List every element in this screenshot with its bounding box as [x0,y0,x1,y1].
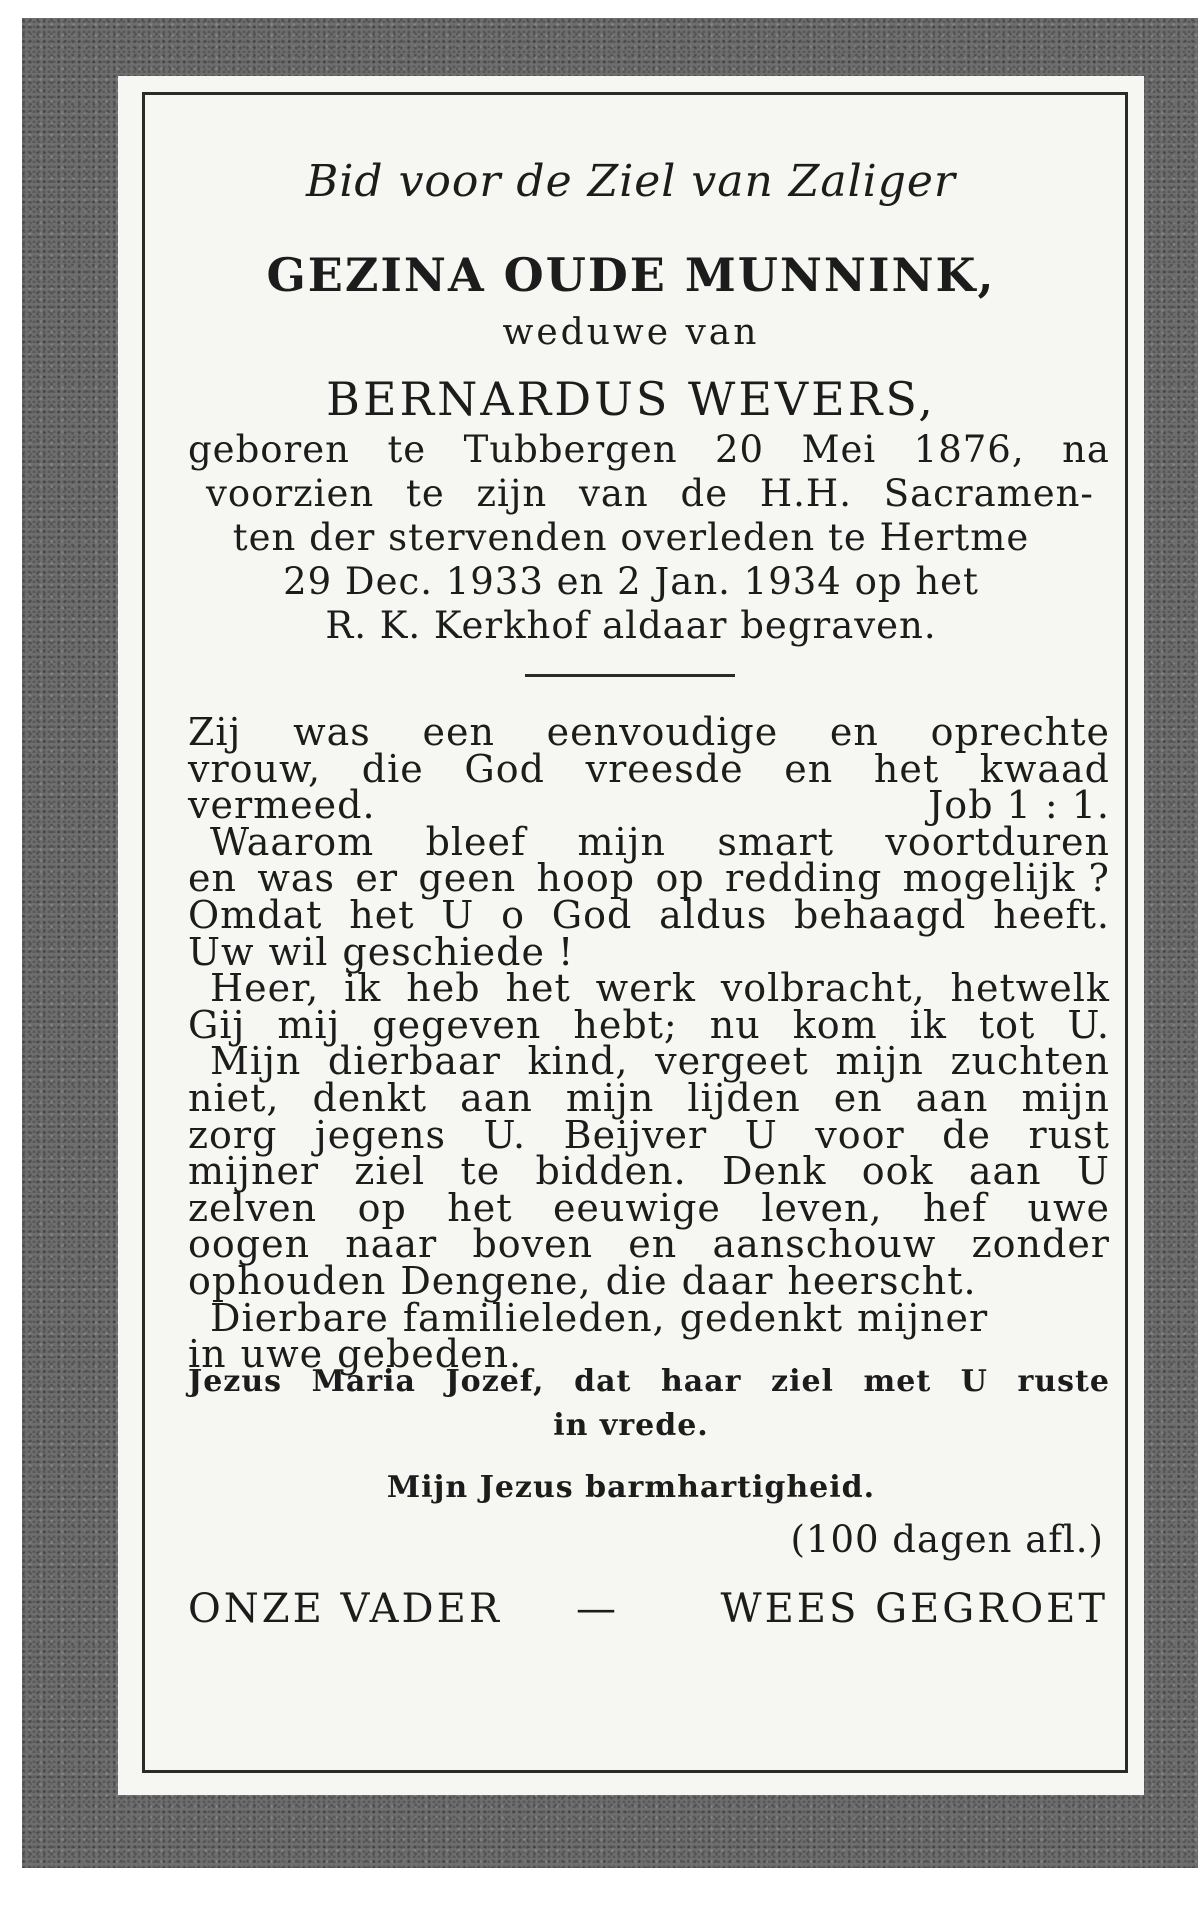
word: hoop [536,856,636,901]
deceased-name: GEZINA OUDE MUNNINK, [266,248,996,302]
word: van [578,472,649,515]
word: een [422,710,495,754]
word: mijn [1021,1076,1110,1120]
word: dat [574,1364,632,1399]
word: gegeven [372,1002,542,1047]
prayer-line-2: in vrede. [553,1408,709,1443]
card-paper [118,76,1144,1795]
word: leven, [761,1185,883,1230]
spouse-name: BERNARDUS WEVERS, [326,372,936,426]
word: geen [418,856,517,901]
prayer-line-1 [118,1364,1144,1399]
word: mogelijk ? [902,856,1110,901]
memorial-card [22,18,1198,1868]
word: die [361,746,424,791]
word: mijn [565,1076,655,1120]
word: U [960,1364,988,1399]
word: bleef [425,819,527,864]
word: U [744,1112,778,1157]
word: aldus [659,893,768,937]
word: jegens [314,1112,446,1157]
word: heerscht. [787,1259,977,1303]
word: behaagd [794,893,967,937]
word: hetwelk [950,966,1110,1011]
word: en [188,856,237,901]
word: en [628,1222,678,1267]
word: lijden [687,1076,801,1120]
word: voorzien [206,472,375,515]
relation-text: weduwe van [502,312,760,353]
word: zuchten [950,1039,1110,1084]
word: aan [915,1076,989,1120]
footer-left: ONZE VADER [188,1586,502,1632]
word: volbracht, [720,966,926,1011]
word: het [873,746,940,791]
footer-dash: — [576,1586,619,1632]
word: geschiede ! [342,929,575,974]
word: er [355,856,399,901]
word: aan [460,1076,533,1120]
word: familieleden, [402,1295,666,1340]
word: Omdat [188,893,323,937]
word: 20 [715,428,765,471]
word: en [829,710,879,754]
word: het [505,966,571,1011]
word: die [605,1259,668,1303]
word: te [387,428,427,471]
bio-line-5: R. K. Kerkhof aldaar begraven. [325,604,937,647]
word: wil [268,929,329,974]
word: uwe [240,1332,324,1377]
word: God [464,746,545,791]
word: Job 1 : 1. [928,783,1110,828]
word: denkt [312,1076,428,1120]
word: oprechte [930,710,1110,754]
word: dierbaar [327,1039,501,1084]
word: Jozef, [445,1364,545,1399]
word: zijn [476,472,548,515]
card-intro: Bid voor de Ziel van Zaliger [306,156,956,207]
word: mijn [835,1039,924,1084]
word: ziel [771,1364,834,1399]
word: zelven [188,1185,318,1230]
word: Mijn [210,1039,302,1084]
word: naar [345,1222,438,1267]
word: Beijver [563,1112,708,1157]
word: Denk [722,1149,827,1194]
indulgence-note: (100 dagen afl.) [790,1518,1104,1561]
word: Maria [311,1364,416,1399]
word: was [257,856,336,901]
word: vrouw, [188,746,322,791]
word: eeuwige [552,1185,721,1230]
bio-line-4: 29 Dec. 1933 en 2 Jan. 1934 op het [283,560,979,603]
word: mijner [188,1149,320,1194]
word: heeft. [993,893,1110,937]
word: het [447,1185,513,1230]
word: mijner [857,1295,989,1340]
word: op [655,856,705,901]
word: hebt; [573,1002,678,1047]
word: met [863,1364,932,1399]
word: Dierbare [210,1295,389,1340]
word: U. [483,1112,527,1157]
word: Sacramen- [883,472,1094,515]
word: Mei [801,428,877,471]
word: te [460,1149,501,1194]
word: zonder [971,1222,1110,1267]
word: vermeed. [188,783,376,828]
word: kind, [527,1039,629,1084]
word: de [680,472,729,515]
word: U. [1067,1002,1110,1047]
word: ik [344,966,382,1011]
word: Uw [188,929,255,974]
word: uwe [1027,1185,1110,1230]
word: ruste [1017,1364,1110,1399]
word: bidden. [535,1149,687,1194]
word: Jezus [188,1364,283,1399]
word: daar [681,1259,774,1303]
prayer-line-3: Mijn Jezus barmhartigheid. [386,1470,876,1505]
word: hef [922,1185,988,1230]
word: zorg [188,1112,278,1157]
word: smart [717,819,834,864]
word: haar [660,1364,742,1399]
word: gedenkt [679,1295,844,1340]
word: te [405,472,445,515]
word: mij [277,1002,341,1047]
word: nu [709,1002,761,1047]
word: aan [968,1149,1042,1194]
word: heb [406,966,481,1011]
word: Waarom [210,819,375,864]
bio-line-3: ten der stervenden overleden te Hertme [232,516,1030,559]
word: 1876, [913,428,1025,471]
word: geboren [188,428,350,471]
word: ook [861,1149,934,1194]
word: God [551,893,633,937]
word: aanschouw [712,1222,937,1267]
word: en [833,1076,883,1120]
word: werk [595,966,696,1011]
word: ziel [354,1149,426,1194]
word: voortduren [885,819,1110,864]
word: kwaad [979,746,1110,791]
word: voor [815,1112,905,1157]
word: kom [792,1002,878,1047]
footer-right: WEES GEGROET [720,1586,1108,1632]
bio-line-2 [118,472,1144,515]
word: Dengene, [400,1259,592,1303]
word: niet, [188,1076,280,1120]
word: Gij [188,1002,246,1047]
word: op [357,1185,407,1230]
section-divider [525,674,735,677]
bio-line-1 [118,428,1144,471]
word: U [1076,1149,1110,1194]
word: vreesde [585,746,744,791]
word: ophouden [188,1259,387,1303]
word: gebeden. [337,1332,523,1377]
word: Zij [188,710,242,754]
word: rust [1028,1112,1110,1157]
word: o [501,893,525,937]
word: tot [978,1002,1036,1047]
word: oogen [188,1222,311,1267]
word: en [784,746,834,791]
word: was [293,710,371,754]
word: mijn [577,819,666,864]
word: U [441,893,475,937]
word: Heer, [210,966,320,1011]
word: redding [725,856,883,901]
word: het [349,893,415,937]
word: vergeet [655,1039,809,1084]
word: Tubbergen [463,428,678,471]
word: in [188,1332,227,1377]
word: eenvoudige [546,710,779,754]
word: na [1062,428,1110,471]
word: boven [472,1222,594,1267]
word: de [942,1112,991,1157]
word: ik [909,1002,947,1047]
word: H.H. [759,472,852,515]
